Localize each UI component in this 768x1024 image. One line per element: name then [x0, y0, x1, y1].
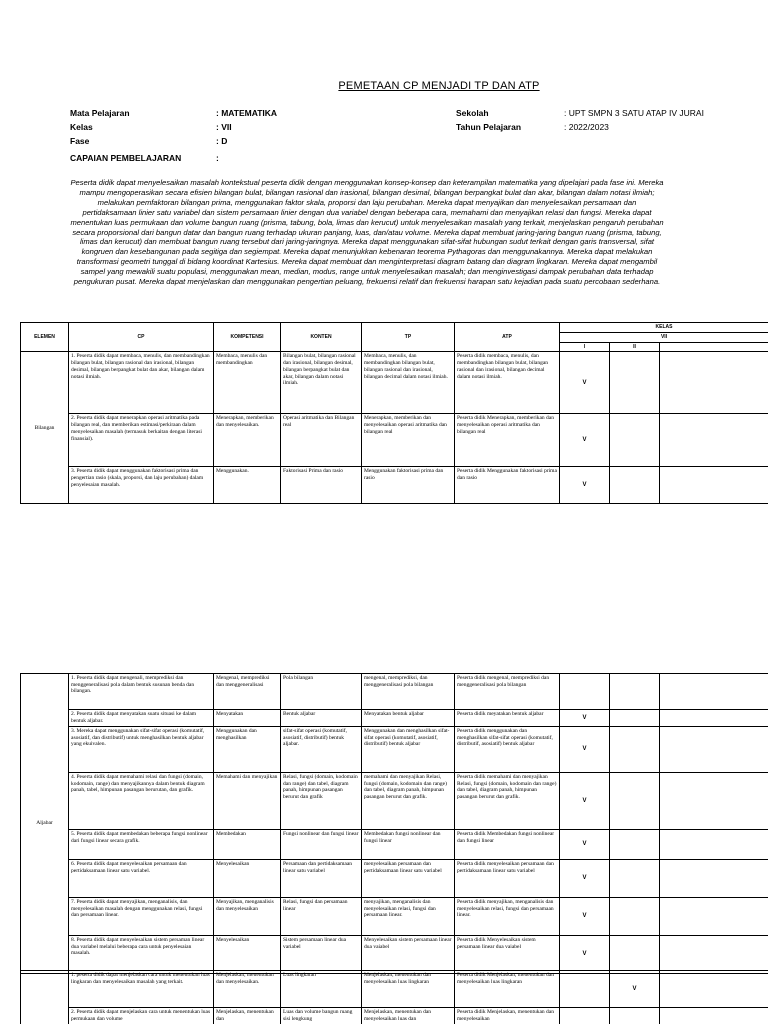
atp-cell: Peserta didik Menjelaskan, menentukan dan menyelesaikan: [455, 1008, 560, 1024]
header-semester-1: I: [560, 342, 610, 352]
check-semester-2: [610, 710, 660, 727]
info-right: [456, 106, 704, 134]
kompetensi-cell: Menyelesaikan: [214, 860, 281, 898]
table-row: [21, 830, 768, 860]
info-label: Tahun Pelajaran: [456, 122, 522, 132]
kompetensi-cell: Membedakan: [214, 830, 281, 860]
check-semester-2: [610, 352, 660, 414]
table-row: [21, 773, 768, 830]
cp-cell: 8. Peserta didik dapat menyelesaikan sistem persaman linear dua variabel melalui beberapa cara untuk penyelesaian masalah.: [69, 936, 214, 974]
cp-cell: 1. Peserta didik dapat mengenali, memprediksi dan menggeneralisasi pola dalam bentuk susunan benda dan bilangan.: [69, 674, 214, 710]
kompetensi-cell: Menggunakan.: [214, 467, 281, 504]
header-atp: ATP: [455, 323, 560, 352]
blank-cell: [660, 773, 768, 830]
table-aljabar: [20, 673, 768, 974]
blank-cell: [660, 710, 768, 727]
info-label: Sekolah: [456, 108, 489, 118]
kompetensi-cell: Menyatakan: [214, 710, 281, 727]
blank-cell: [660, 898, 768, 936]
tp-cell: mengenal, memprediksi, dan menggeneralisasi pola bilangan: [362, 674, 455, 710]
konten-cell: Pola bilangan: [281, 674, 362, 710]
konten-cell: Luas dan volume bangun ruang sisi lengkung: [281, 1008, 362, 1024]
info-value: : D: [216, 136, 228, 146]
check-semester-1: V: [560, 467, 610, 504]
check-semester-1: V: [560, 710, 610, 727]
blank-cell: [660, 1008, 768, 1024]
blank-cell: [660, 830, 768, 860]
table-row: [21, 352, 768, 414]
cp-cell: 3. Peserta didik dapat menggunakan faktorisasi prima dan pengertian rasio (skala, proporsi, dan laju perubahan) dalam penyelesaian masalah.: [69, 467, 214, 504]
header-tp: TP: [362, 323, 455, 352]
table-row: [21, 971, 768, 1008]
check-semester-1: V: [560, 352, 610, 414]
capaian-colon: :: [216, 153, 219, 163]
table-row: [21, 1008, 768, 1024]
atp-cell: Peserta didik menyelesaikan persamaan dan pertidaksamaan linear satu variabel: [455, 860, 560, 898]
konten-cell: Operasi aritmatika dan Bilangan real: [281, 414, 362, 467]
cp-cell: 3. Mereka dapat menggunakan sifat-sifat operasi (komutatif, asosiatif, dan distributif) untuk menghasilkan bentuk aljabar yang ekuivalen.: [69, 727, 214, 773]
atp-cell: Peserta didik Menyelesaikan sistem persamaan linear dua vaiabel: [455, 936, 560, 974]
header-cp: CP: [69, 323, 214, 352]
blank-cell: [660, 727, 768, 773]
info-value: : VII: [216, 122, 232, 132]
check-semester-2: [610, 674, 660, 710]
info-row-fase: [70, 134, 277, 148]
info-label: Mata Pelajaran: [70, 108, 130, 118]
check-semester-2: [610, 936, 660, 974]
cp-cell: 6. Peserta didik dapat menyelesaikan persamaan dan pertidaksamaan linear satu variabel.: [69, 860, 214, 898]
header-konten: KONTEN: [281, 323, 362, 352]
atp-cell: Peserta didik Menjelaskan, menentukan dan menyelesaikan luas lingkaran: [455, 971, 560, 1008]
check-semester-1: V: [560, 414, 610, 467]
konten-cell: Fungsi nonlinear dan fungsi linear: [281, 830, 362, 860]
konten-cell: Sistem persamaan linear dua variabel: [281, 936, 362, 974]
check-semester-1: V: [560, 860, 610, 898]
info-left: [70, 106, 277, 148]
konten-cell: Faktorisasi Prima dan rasio: [281, 467, 362, 504]
kompetensi-cell: Memahami dan menyajikan: [214, 773, 281, 830]
tp-cell: Menyatakan bentuk aljabar: [362, 710, 455, 727]
tp-cell: Menerapkan, memberikan dan menyelesaikan operasi aritmatika dan bilangan real: [362, 414, 455, 467]
atp-cell: Peserta didik membaca, menulis, dan membandingkan bilangan bulat, bilangan rasional dan irasional, bilangan decimal dalam notasi ilmiah.: [455, 352, 560, 414]
blank-cell: [660, 860, 768, 898]
header-elemen: ELEMEN: [21, 323, 69, 352]
info-row-mapel: [70, 106, 277, 120]
konten-cell: Luas lingkaran: [281, 971, 362, 1008]
kompetensi-cell: Menyajikan, menganalisis dan menyelesaikan: [214, 898, 281, 936]
atp-cell: Peserta didik memahami dan menyajikan Relasi, fungsi (domain, kodomain dan range) dan tabel, diagram panah, himpunan pasangan berurut dan grafik.: [455, 773, 560, 830]
konten-cell: Relasi, fungsi (domain, kodomain dan range) dan tabel, diagram panah, himpunan pasangan berurut dan grafik: [281, 773, 362, 830]
blank-cell: [660, 414, 768, 467]
tp-cell: Membedakan fungsi nonlinear dan fungsi linear: [362, 830, 455, 860]
elemen-cell: Bilangan: [21, 352, 69, 504]
table-bilangan: [20, 322, 768, 504]
check-semester-2: [610, 414, 660, 467]
info-label: Kelas: [70, 122, 93, 132]
check-semester-2: [610, 467, 660, 504]
cp-cell: 2. Peserta didik dapat menyatakan suatu situasi ke dalam bentuk aljabar.: [69, 710, 214, 727]
blank-cell: [660, 352, 768, 414]
table-row: [21, 860, 768, 898]
cp-cell: 4. Peserta didik dapat memahami relasi dan fungsi (domain, kodomain, range) dan menyajikannya dalam bentuk diagram panah, tabel, himpunan pasangan berurutan, dan grafik.: [69, 773, 214, 830]
check-semester-2: V: [610, 971, 660, 1008]
check-semester-2: [610, 898, 660, 936]
konten-cell: Persamaan dan pertidaksamaan linear satu variabel: [281, 860, 362, 898]
kompetensi-cell: Menerapkan, memberikan dan menyelesaikan.: [214, 414, 281, 467]
atp-cell: Peserta didik mengenal, memprediksi dan menggeneralisasi pola bilangan: [455, 674, 560, 710]
tp-cell: Menjelaskan, menentukan dan menyelesaikan luas dan: [362, 1008, 455, 1024]
kompetensi-cell: Mengenal, memprediksi dan menggeneralisasi: [214, 674, 281, 710]
info-row-sekolah: [456, 106, 704, 120]
info-value: : MATEMATIKA: [216, 108, 278, 118]
document-title: PEMETAAN CP MENJADI TP DAN ATP: [338, 80, 540, 92]
konten-cell: Bentuk aljabar: [281, 710, 362, 727]
header-kompetensi: KOMPETENSI: [214, 323, 281, 352]
atp-cell: Peserta didik Menggunakan faktorisasi prima dan rasio: [455, 467, 560, 504]
blank-cell: [660, 467, 768, 504]
atp-cell: Peserta didik menggunakan dan menghasilkan sifat-sifat operasi (komutatif, distributif, asosiatif) bentuk aljabar: [455, 727, 560, 773]
tp-cell: Menyelesaikan sistem persamaan linear dua vaiabel: [362, 936, 455, 974]
konten-cell: Relasi, fungsi dan persamaan linear: [281, 898, 362, 936]
table-row: [21, 467, 768, 504]
konten-cell: sifat-sifat operasi (komutatif, asosiatif, distributif) bentuk aljabar.: [281, 727, 362, 773]
info-row-kelas: [70, 120, 277, 134]
table-row: [21, 898, 768, 936]
blank-cell: [660, 936, 768, 974]
check-semester-1: V: [560, 936, 610, 974]
check-semester-1: V: [560, 773, 610, 830]
blank-cell: [660, 971, 768, 1008]
atp-cell: Peserta didik Menerapkan, memberikan dan menyelesaikan operasi aritmatika dan bilangan real: [455, 414, 560, 467]
check-semester-2: [610, 860, 660, 898]
tp-cell: menyajikan, menganalisis dan menyelesaikan relasi, fungsi dan persamaan linear.: [362, 898, 455, 936]
kompetensi-cell: Menggunakan dan menghasilkan: [214, 727, 281, 773]
info-label: Fase: [70, 136, 90, 146]
check-semester-2: [610, 727, 660, 773]
table-geometri: [20, 970, 768, 1024]
tp-cell: Menggunakan faktorisasi prima dan rasio: [362, 467, 455, 504]
check-semester-2: [610, 830, 660, 860]
table-row: [21, 674, 768, 710]
info-row-tahun: [456, 120, 704, 134]
capaian-paragraph: Peserta didik dapat menyelesaikan masalah kontekstual peserta didik dengan menggunakan konsep-konsep dan keterampilan matematika yang dipelajari pada fase ini. Mereka mampu mengoperasikan secara efisien bilangan bulat, bilangan rasional dan irasional, bilangan desimal, bilangan berpangkat bulat dan akar, bilangan dalam notasi ilmiah; melakukan pemfaktoran bilangan prima, menggunakan faktor skala, proporsi dan laju perubahan. Mereka dapat menyajikan dan menyelesaikan persamaan dan pertidaksamaan linier satu variabel dan sistem persamaan linier dengan dua variabel dengan beberapa cara, memahami dan menyajikan relasi dan fungsi. Mereka dapat menentukan luas permukaan dan volume bangun ruang (prisma, tabung, bola, limas dan kerucut) untuk menyelesaikan masalah yang terkait, menjelaskan pengaruh perubahan secara proporsional dari bangun datar dan bangun ruang terhadap ukuran panjang, luas, dan/atau volume. Mereka dapat membuat jaring-jaring bangun ruang (prisma, tabung, limas dan kerucut) dan membuat bangun ruang tersebut dari jaring-jaringnya. Mereka dapat menggunakan sifat-sifat hubungan sudut terkait dengan garis transversal, sifat kongruen dan kesebangunan pada segitiga dan segiempat. Mereka dapat menunjukkan kebenaran teorema Pythagoras dan menggunakannya. Mereka dapat melakukan transformasi geometri tunggal di bidang koordinat Kartesius. Mereka dapat membuat dan menginterpretasi diagram batang dan diagram lingkaran. Mereka dapat mengambil sampel yang mewakili suatu populasi, menggunakan mean, median, modus, range untuk menyelesaikan masalah; dan menginvestigasi dampak perubahan data terhadap pengukuran pusat. Mereka dapat menjelaskan dan menggunakan pengertian peluang, frekuensi relatif dan frekuensi harapan satu kejadian pada suatu percobaan sederhana.: [70, 178, 664, 287]
atp-cell: Peserta didik menyajikan, menganalisis dan menyelesaikan relasi, fungsi dan persamaan linear.: [455, 898, 560, 936]
check-semester-1: V: [560, 727, 610, 773]
tp-cell: Menjelaskan, menentukan dan menyelesaikan luas lingkaran: [362, 971, 455, 1008]
atp-cell: Peserta didik meyatakan bentuk aljabar: [455, 710, 560, 727]
table-row: [21, 414, 768, 467]
tp-cell: Menggunakan dan menghasilkan sifat-sifat operasi (komutatif, asosiatif, distributif) bentuk aljabar: [362, 727, 455, 773]
cp-cell: 2. Peserta didik dapat menjelaskan cara untuk menentukan luas permukaan dan volume: [69, 1008, 214, 1024]
check-semester-1: V: [560, 830, 610, 860]
table-row: [21, 710, 768, 727]
kompetensi-cell: Menjelaskan, menentukan dan menyelesaikan.: [214, 971, 281, 1008]
table-row: [21, 727, 768, 773]
check-semester-1: [560, 1008, 610, 1024]
info-value: : 2022/2023: [564, 122, 609, 132]
header-kelas-vii: VII: [560, 333, 768, 343]
header-semester-2: II: [610, 342, 660, 352]
check-semester-2: [610, 1008, 660, 1024]
check-semester-1: [560, 674, 610, 710]
info-value: : UPT SMPN 3 SATU ATAP IV JURAI: [564, 108, 704, 118]
check-semester-1: V: [560, 898, 610, 936]
tp-cell: menyelesaikan persamaan dan pertidaksamaan linear satu variabel: [362, 860, 455, 898]
kompetensi-cell: Menyelesaikan: [214, 936, 281, 974]
kompetensi-cell: Membaca, menulis dan membandingkan: [214, 352, 281, 414]
check-semester-2: [610, 773, 660, 830]
table-row: [21, 936, 768, 974]
cp-cell: 2. Peserta didik dapat menerapkan operasi aritmatika pada bilangan real, dan memberikan estimasi/perkiraan dalam menyelesaikan masalah (termasuk berkaitan dengan literasi finansial).: [69, 414, 214, 467]
konten-cell: Bilangan bulat, bilangan rasional dan irasional, bilangan desimal, bilangan berpangkat bulat dan akar, bilangan dalam notasi ilmiah.: [281, 352, 362, 414]
atp-cell: Peserta didik Membedakan fungsi nonlinear dan fungsi linear: [455, 830, 560, 860]
capaian-heading: [70, 153, 219, 163]
cp-cell: 1. peserta didik dapat menjelaskan cara untuk menentukan luas lingkaran dan menyelesaikan masalah yang terkait.: [69, 971, 214, 1008]
check-semester-1: [560, 971, 610, 1008]
kompetensi-cell: Menjelaskan, menentukan dan: [214, 1008, 281, 1024]
header-blank: [660, 342, 768, 352]
elemen-cell: Aljabar: [21, 674, 69, 974]
header-kelas: KELAS: [560, 323, 768, 333]
cp-cell: 5. Peserta didik dapat membedakan beberapa fungsi nonlinear dari fungsi linear secara grafik.: [69, 830, 214, 860]
tp-cell: memahami dan menyajikan Relasi, fungsi (domain, kodomain dan range) dan tabel, diagram panah, himpunan pasangan berurut dan grafik.: [362, 773, 455, 830]
tp-cell: Membaca, menulis, dan membandingkan bilangan bulat, bilangan rasional dan irasional, bilangan decimal dalam notasi ilmiah.: [362, 352, 455, 414]
capaian-label: CAPAIAN PEMBELAJARAN: [70, 153, 182, 163]
cp-cell: 7. Peserta didik dapat menyajikan, menganalisis, dan menyelesaikan masalah dengan menggunakan relasi, fungsi dan persamaan linear.: [69, 898, 214, 936]
blank-cell: [660, 674, 768, 710]
elemen-cell: [21, 971, 69, 1024]
cp-cell: 1. Peserta didik dapat membaca, menulis, dan membandingkan bilangan bulat, bilangan rasional dan irasional, bilangan desimal, bilangan berpangkat bulat dan akar, bilangan dalam notasi ilmiah.: [69, 352, 214, 414]
